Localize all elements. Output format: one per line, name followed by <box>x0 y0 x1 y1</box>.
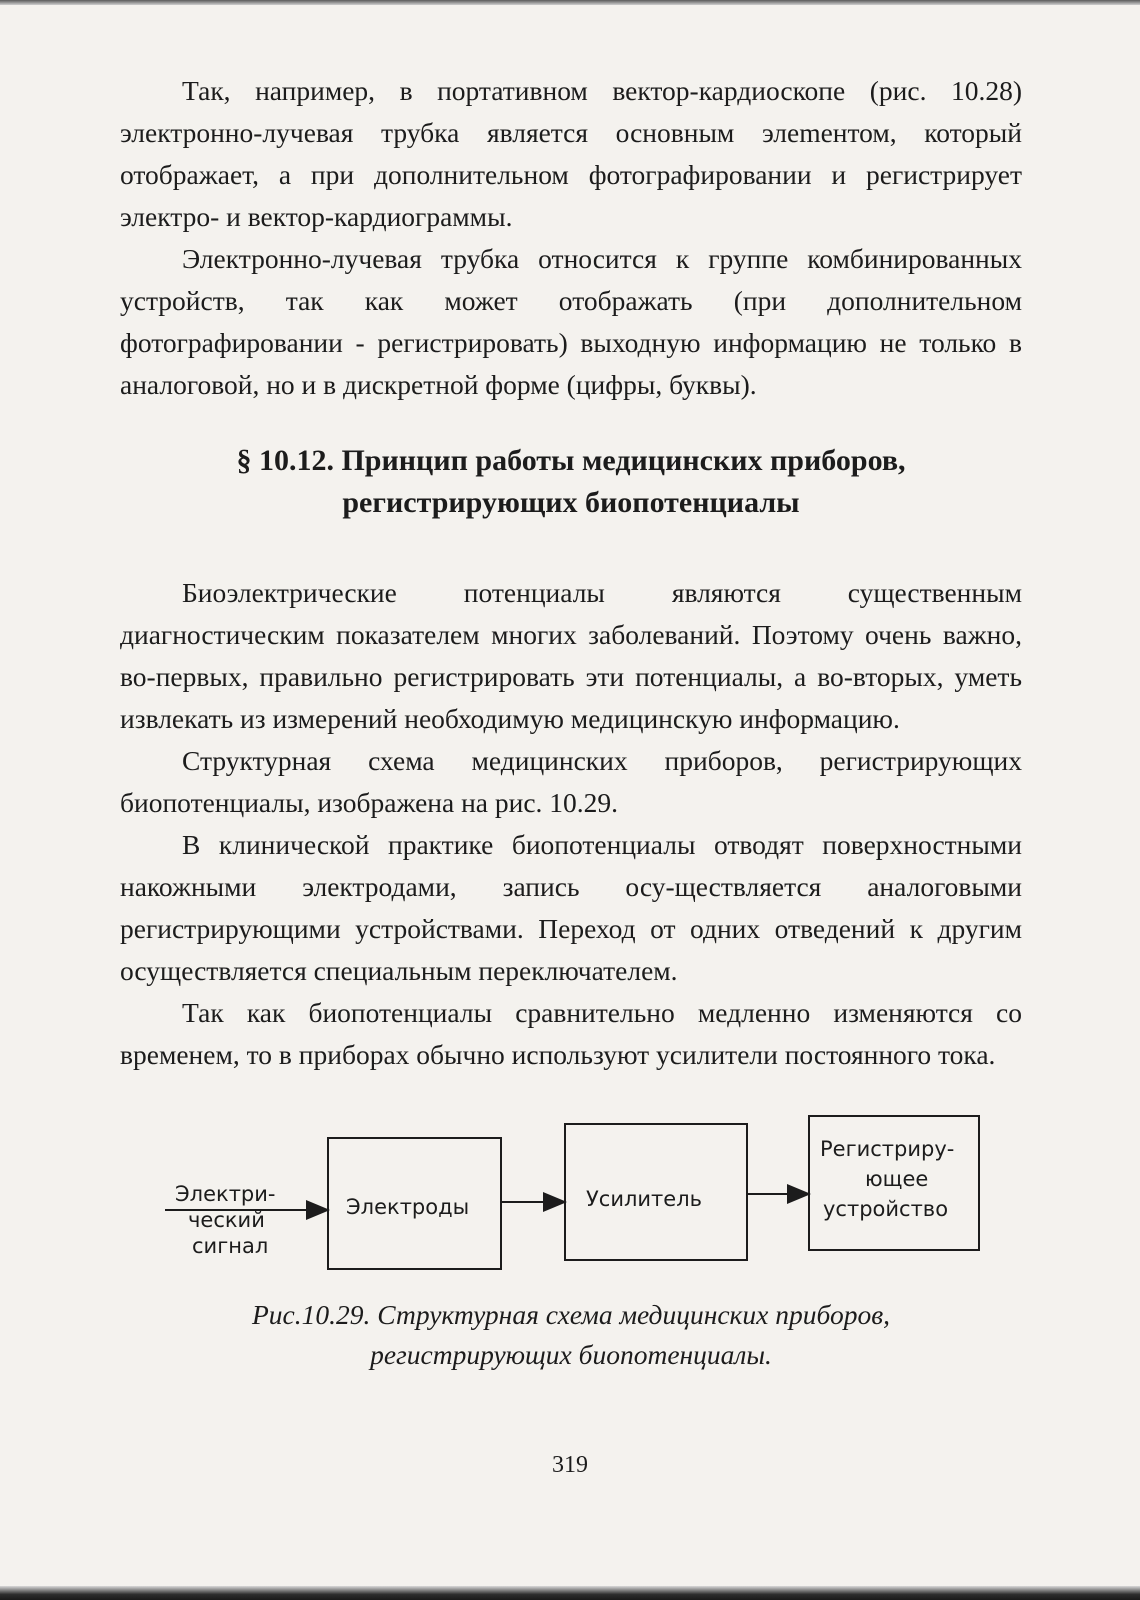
paragraph-main-1: Биоэлектрические потенциалы являются существенным диагностическим показателем многих заболеваний. Поэтому очень важно, во-первых, правильно регистрировать эти потенциалы, а во-вторых, уметь извлекать из измерений необходимую медицинскую информацию. <box>120 577 1022 734</box>
block-diagram-svg <box>120 1114 1022 1289</box>
paragraph-intro-1: Так, например, в портативном вектор-кардиоскопе (рис. 10.28) электронно-лучевая трубка является основным элеmентом, который отображает, а при дополнительном фотографировании и регистрирует электро- и вектор-кардиограммы. <box>120 75 1022 232</box>
recorder-label-line-1: Регистриру- <box>820 1137 955 1161</box>
electrodes-label: Электроды <box>346 1195 470 1219</box>
scan-bottom-edge <box>0 1586 1140 1600</box>
section-heading-line-1: § 10.12. Принцип работы медицинских приборов, <box>236 444 906 477</box>
input-label-line-3: сигнал <box>192 1234 269 1258</box>
book-page <box>120 70 1022 1375</box>
caption-line-2: регистрирующих биопотенциалы. <box>370 1339 772 1370</box>
scan-top-edge <box>0 0 1140 5</box>
input-label-line-1: Электри- <box>175 1182 276 1206</box>
paragraph-intro-2: Электронно-лучевая трубка относится к группе комбинированных устройств, так как может отображать (при дополнительном фотографировании - регистрировать) выходную информацию не только в аналоговой, но и в дискретной форме (цифры, буквы). <box>120 243 1022 400</box>
section-heading <box>120 440 1022 524</box>
figure-caption <box>120 1295 1022 1375</box>
input-label-line-2: ческий <box>188 1208 265 1232</box>
block-diagram <box>120 1114 1022 1289</box>
caption-line-1: Рис.10.29. Структурная схема медицинских приборов, <box>251 1299 891 1330</box>
page-number: 319 <box>552 1452 588 1478</box>
recorder-label-line-3: устройство <box>823 1197 949 1221</box>
amplifier-label: Усилитель <box>586 1187 703 1211</box>
paragraph-main-4: Так как биопотенциалы сравнительно медленно изменяются со временем, то в приборах обычно используют усилители постоянного тока. <box>120 997 1022 1070</box>
recorder-label-line-2: ющее <box>865 1167 929 1191</box>
paragraph-main-2: Структурная схема медицинских приборов, регистрирующих биопотенциалы, изображена на рис. 10.29. <box>120 745 1022 818</box>
paragraph-main-3: В клинической практике биопотенциалы отводят поверхностными накожными электродами, запись осу-ществляется аналоговыми регистрирующими устройствами. Переход от одних отведений к другим осуществляется специальным переключателем. <box>120 829 1022 986</box>
section-heading-line-2: регистрирующих биопотенциалы <box>342 486 800 519</box>
